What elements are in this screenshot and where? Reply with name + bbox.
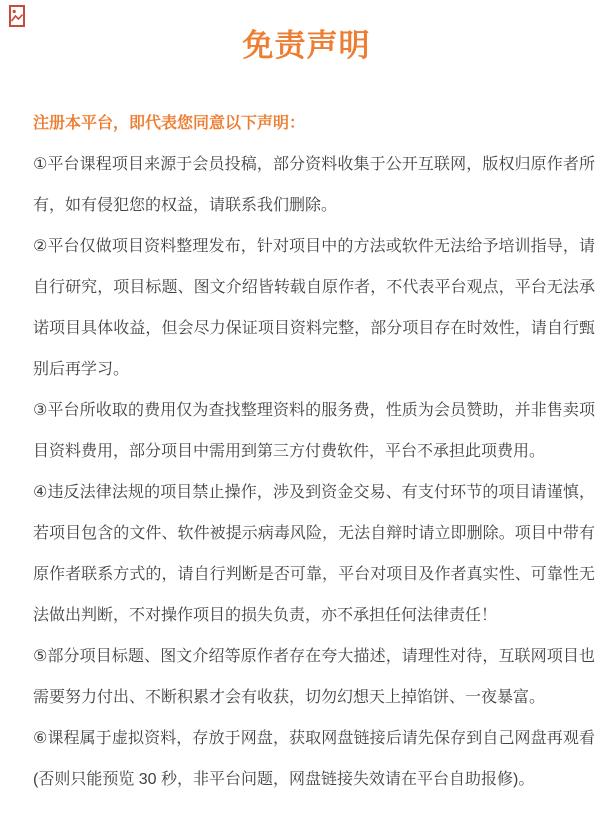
disclaimer-content [0, 103, 613, 800]
disclaimer-paragraph-3: ③平台所收取的费用仅为查找整理资料的服务费，性质为会员赞助，并非售卖项目资料费用，部分项目中需用到第三方付费软件，平台不承担此项费用。 [33, 402, 595, 460]
disclaimer-paragraph-5: ⑤部分项目标题、图文介绍等原作者存在夸大描述，请理性对待，互联网项目也需要努力付出、不断积累才会有收获，切勿幻想天上掉馅饼、一夜暴富。 [33, 648, 595, 706]
disclaimer-paragraph-1: ①平台课程项目来源于会员投稿，部分资料收集于公开互联网，版权归原作者所有，如有侵犯您的权益，请联系我们删除。 [33, 156, 595, 214]
disclaimer-paragraph-4: ④违反法律法规的项目禁止操作，涉及到资金交易、有支付环节的项目请谨慎，若项目包含的文件、软件被提示病毒风险，无法自辩时请立即删除。项目中带有原作者联系方式的，请自行判断是否可靠，平台对项目及作者真实性、可靠性无法做出判断，不对操作项目的损失负责，亦不承担任何法律责任！ [33, 484, 595, 624]
broken-image-icon [9, 5, 25, 27]
disclaimer-paragraph-6: ⑥课程属于虚拟资料，存放于网盘，获取网盘链接后请先保存到自己网盘再观看(否则只能预览 30 秒，非平台问题，网盘链接失效请在平台自助报修)。 [33, 730, 595, 788]
intro-statement: 注册本平台，即代表您同意以下声明： [33, 115, 306, 132]
page-title: 免责声明 [242, 28, 371, 63]
disclaimer-paragraph-2: ②平台仅做项目资料整理发布，针对项目中的方法或软件无法给予培训指导，请自行研究，项目标题、图文介绍皆转载自原作者，不代表平台观点，平台无法承诺项目具体收益，但会尽力保证项目资料完整，部分项目存在时效性，请自行甄别后再学习。 [33, 238, 595, 378]
